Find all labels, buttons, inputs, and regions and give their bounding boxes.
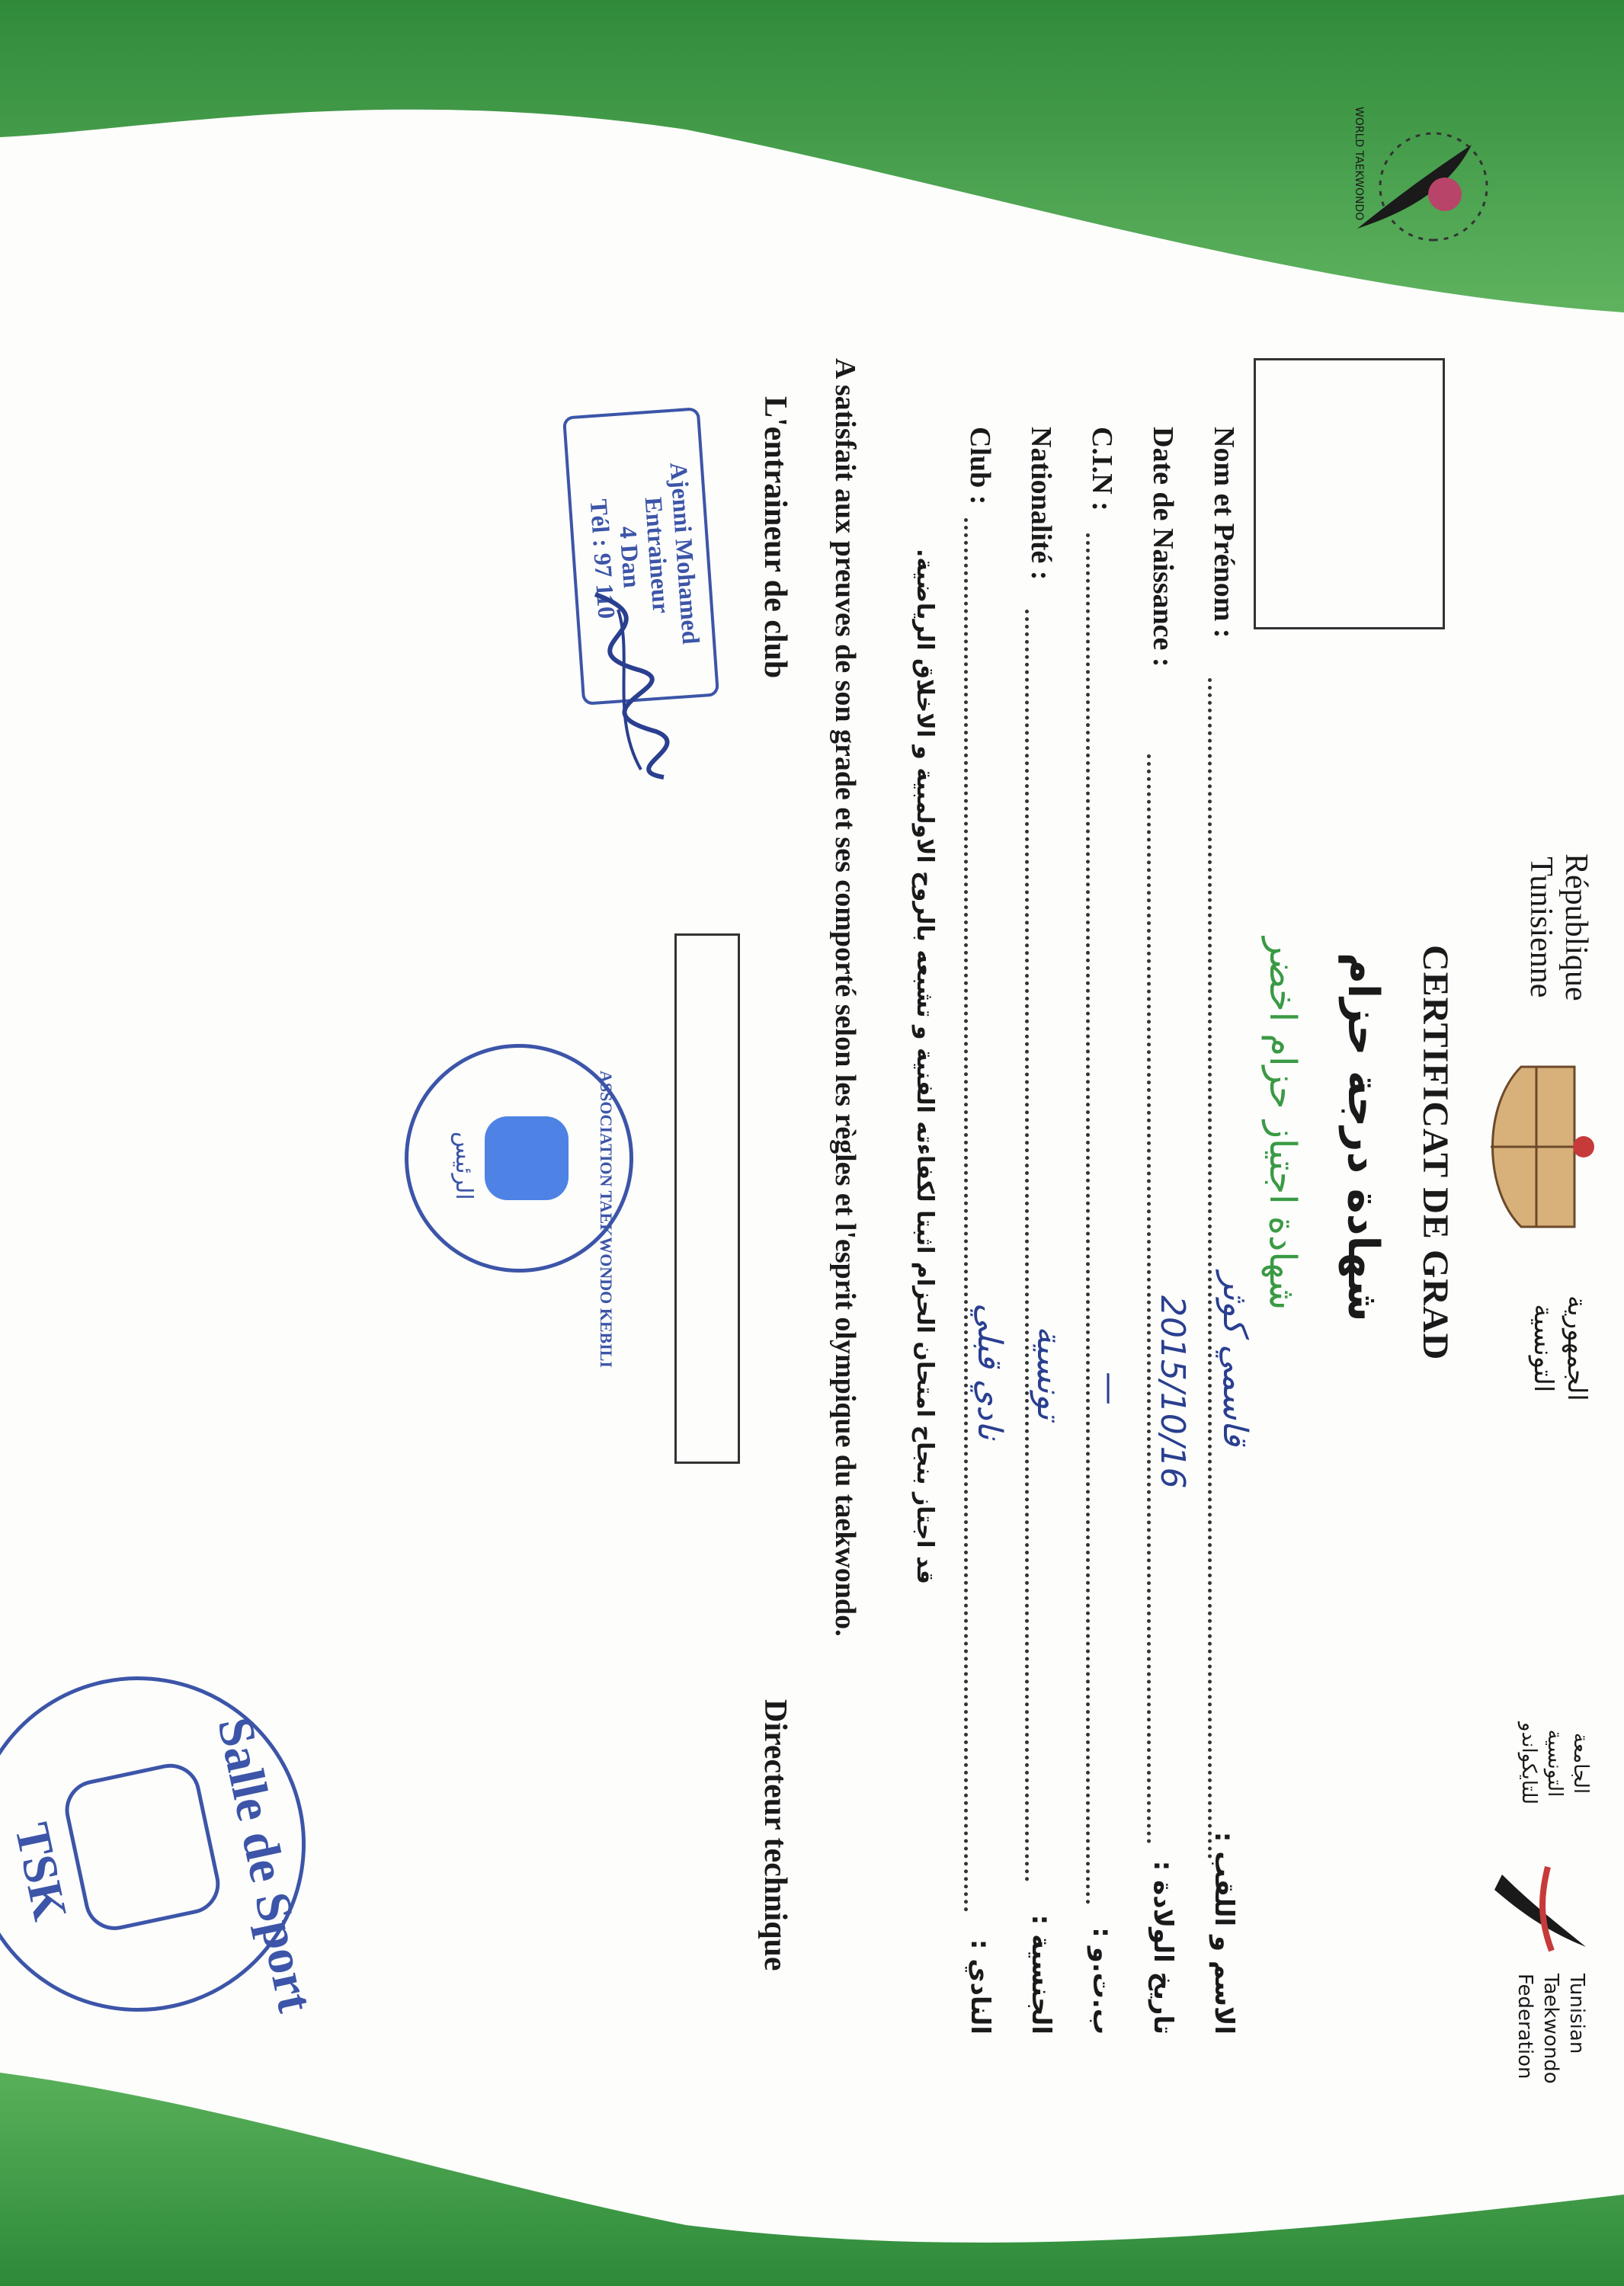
- field-dotted-line: [964, 518, 968, 1913]
- fist-emblem-icon: [485, 1116, 569, 1200]
- field-label-fr: Date de Naissance :: [1147, 427, 1179, 668]
- taekwondo-emblem-icon: [1342, 99, 1517, 274]
- field-dotted-line: [1208, 678, 1212, 1859]
- title-ar: شهادة درجة حزام: [1338, 952, 1388, 1322]
- field-value-handwritten: —: [1091, 1372, 1129, 1405]
- coach-signature-title: L'entraineur de club: [758, 396, 793, 679]
- field-label-ar: النادي :: [965, 1939, 995, 2035]
- federation-en: Tunisian Taekwondo Federation: [1513, 1974, 1588, 2084]
- statement-fr: A satisfait aux preuves de son grade et ses comporté selon les règles et l'esprit olympique du taekwondo.: [829, 358, 861, 1637]
- salle-de-sport-stamp: Salle de Sport TSK: [0, 1645, 337, 2043]
- field-row-club: [957, 427, 1009, 2035]
- field-value-handwritten: قاسمي كوثر: [1216, 1273, 1254, 1446]
- tunisia-coat-of-arms: [1483, 1052, 1597, 1242]
- republic-fr: République Tunisienne: [1523, 853, 1594, 1001]
- field-dotted-line: [1147, 754, 1151, 1844]
- signature-name-box: [674, 933, 740, 1464]
- field-label-fr: Nom et Prénom :: [1208, 427, 1240, 639]
- field-label-fr: Club :: [964, 427, 996, 505]
- field-value-handwritten: 2015/10/16: [1153, 1295, 1192, 1489]
- world-taekwondo-logo: [1342, 99, 1517, 274]
- coach-stamp: Ajenni Mohamed Entraineur 4 Dan Tél : 97 110: [562, 407, 719, 706]
- field-label-ar: الجنسية :: [1026, 1914, 1056, 2035]
- federation-ar: الجامعة التونسية للتايكواندو: [1517, 1722, 1592, 1804]
- coat-of-arms-icon: [1483, 1052, 1597, 1242]
- federation-emblem-icon: [1487, 1859, 1594, 1958]
- field-label-fr: C.I.N :: [1086, 427, 1118, 511]
- title-fr: CERTIFICAT DE GRAD: [1415, 945, 1456, 1361]
- photo-placeholder: [1254, 358, 1445, 629]
- federation-logo: [1487, 1859, 1594, 1958]
- field-row-name: [1201, 427, 1254, 2035]
- republic-ar: الجمهورية التونسية: [1528, 1295, 1592, 1401]
- coach-signature: [542, 579, 709, 792]
- club-round-stamp: ASSOCIATION TAEKWONDO KEBILI الرئيس: [405, 1044, 633, 1273]
- field-dotted-line: [1086, 533, 1090, 1905]
- field-label-ar: ب.ت.و :: [1087, 1927, 1117, 2035]
- subtitle-ar: شهادة اجتياز حزام اخضر: [1261, 937, 1304, 1311]
- field-value-handwritten: نادي قبلي: [970, 1303, 1009, 1440]
- field-row-cin: [1079, 427, 1129, 2035]
- field-dotted-line: [1025, 610, 1029, 1882]
- fist-emblem-icon: [59, 1758, 226, 1935]
- field-row-birthdate: [1140, 427, 1192, 2035]
- field-label-ar: الاسم و اللقب :: [1209, 1831, 1239, 2035]
- field-value-handwritten: تونسية: [1030, 1326, 1068, 1420]
- field-label-ar: تاريخ الولادة :: [1148, 1860, 1178, 2035]
- world-taekwondo-caption: WORLD TAEKWONDO: [1353, 107, 1365, 221]
- field-label-fr: Nationalité :: [1025, 427, 1057, 581]
- director-signature-title: Directeur technique: [758, 1699, 793, 1971]
- field-row-nationality: [1018, 427, 1068, 2035]
- statement-ar: قد اجتاز بنجاح امتحان الحزام اثبتا لكفاءته الفنية و تشبعه بالروح الاولمبية و الاخلاق الرياضية.: [911, 549, 938, 1585]
